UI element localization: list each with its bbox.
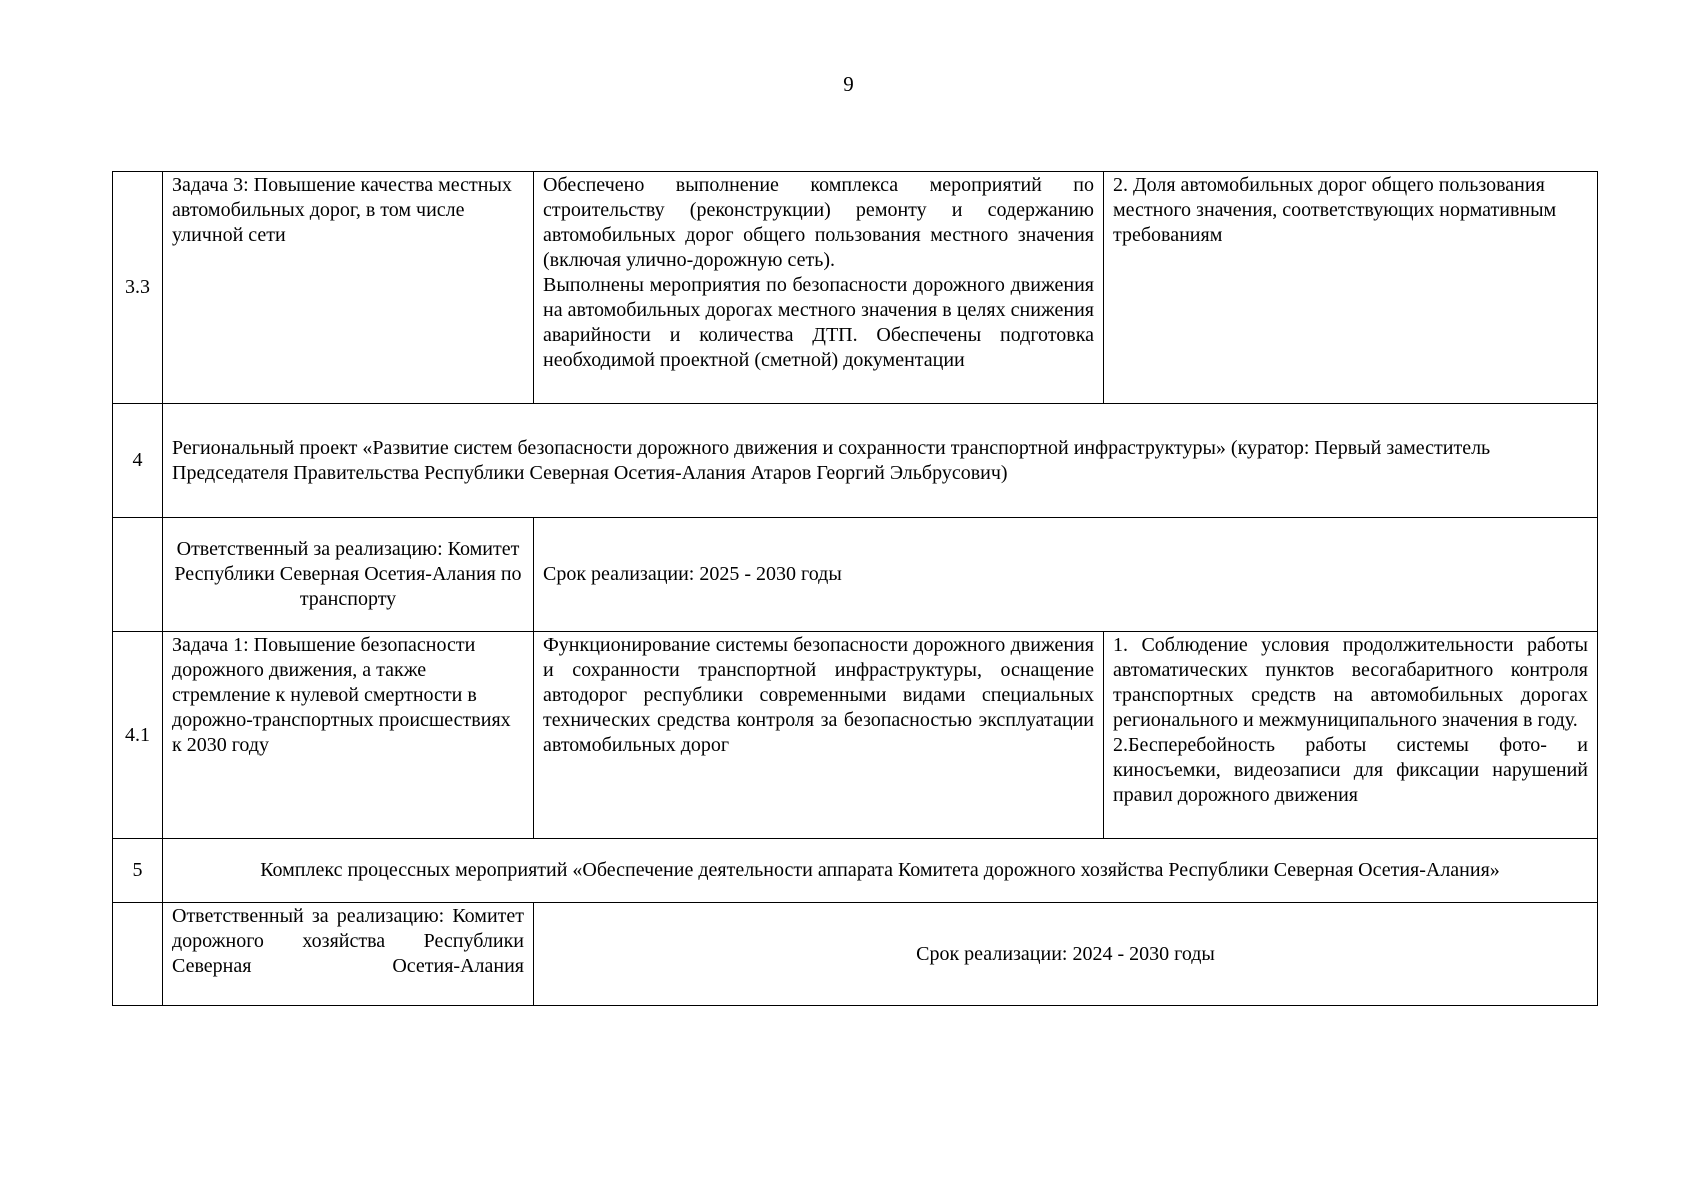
table-row-5 — [113, 839, 1598, 903]
responsible-cell: Ответственный за реализацию: Комитет дорожного хозяйства Республики Северная Осетия-Алания — [163, 903, 534, 1006]
section-title-cell: Региональный проект «Развитие систем безопасности дорожного движения и сохранности транспортной инфраструктуры» (куратор: Первый заместитель Председателя Правительства Республики Северная Осетия-Алания Атаров Георгий Эльбрусович) — [163, 404, 1598, 518]
table-row-3-3 — [113, 172, 1598, 404]
empty-cell — [113, 518, 163, 632]
plan-table — [112, 171, 1598, 1006]
result-cell: Функционирование системы безопасности дорожного движения и сохранности транспортной инфраструктуры, оснащение автодорог республики современными видами специальных технических средства контроля за безопасностью эксплуатации автомобильных дорог — [534, 632, 1104, 839]
section-title-cell: Комплекс процессных мероприятий «Обеспечение деятельности аппарата Комитета дорожного хозяйства Республики Северная Осетия-Алания» — [163, 839, 1598, 903]
row-number: 3.3 — [113, 172, 163, 404]
page-number: 9 — [843, 72, 854, 96]
empty-cell — [113, 903, 163, 1006]
indicator-paragraph-1: 1. Соблюдение условия продолжительности работы автоматических пунктов весогабаритного контроля транспортных средств на автомобильных дорогах регионального и межмуниципального значения в году. — [1113, 634, 1588, 731]
term-cell: Срок реализации: 2024 - 2030 годы — [534, 903, 1598, 1006]
task-cell: Задача 1: Повышение безопасности дорожного движения, а также стремление к нулевой смертности в дорожно-транспортных происшествиях к 2030 году — [163, 632, 534, 839]
term-cell: Срок реализации: 2025 - 2030 годы — [534, 518, 1598, 632]
indicator-cell — [1104, 632, 1598, 839]
table-row-4-1 — [113, 632, 1598, 839]
task-cell: Задача 3: Повышение качества местных автомобильных дорог, в том числе уличной сети — [163, 172, 534, 404]
row-number: 4.1 — [113, 632, 163, 839]
result-paragraph-1: Обеспечено выполнение комплекса мероприятий по строительству (реконструкции) ремонту и содержанию автомобильных дорог общего пользования местного значения (включая улично-дорожную сеть). — [543, 174, 1094, 271]
result-paragraph-2: Выполнены мероприятия по безопасности дорожного движения на автомобильных дорогах местного значения в целях снижения аварийности и количества ДТП. Обеспечены подготовка необходимой проектной (сметной) документации — [543, 274, 1094, 371]
table-row-5-responsible — [113, 903, 1598, 1006]
indicator-cell: 2. Доля автомобильных дорог общего пользования местного значения, соответствующих нормативным требованиям — [1104, 172, 1598, 404]
responsible-cell: Ответственный за реализацию: Комитет Республики Северная Осетия-Алания по транспорту — [163, 518, 534, 632]
table-row-4 — [113, 404, 1598, 518]
indicator-paragraph-2: 2.Бесперебойность работы системы фото- и киносъемки, видеозаписи для фиксации нарушений правил дорожного движения — [1113, 734, 1588, 806]
row-number: 4 — [113, 404, 163, 518]
result-cell — [534, 172, 1104, 404]
row-number: 5 — [113, 839, 163, 903]
table-row-4-responsible — [113, 518, 1598, 632]
